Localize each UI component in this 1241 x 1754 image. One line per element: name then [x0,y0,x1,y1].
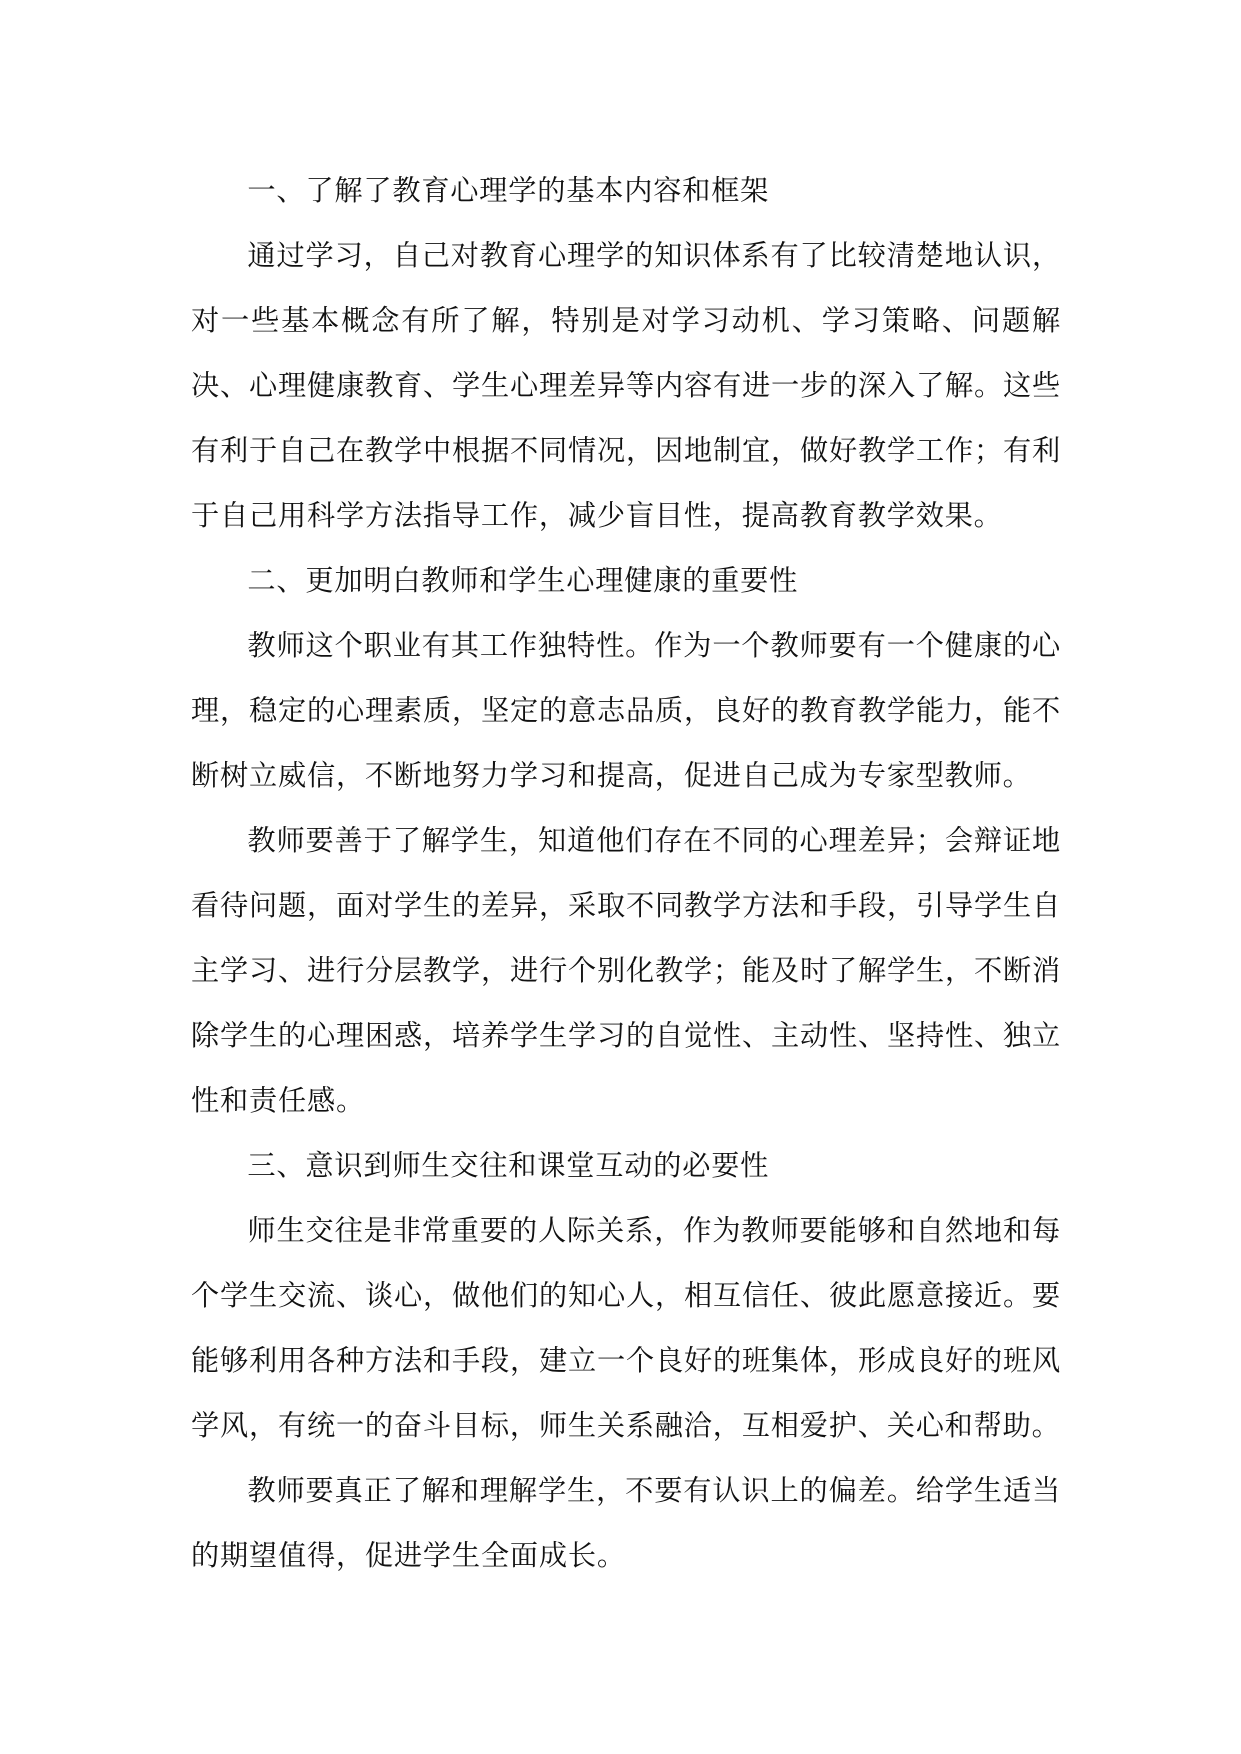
section-heading-2: 二、更加明白教师和学生心理健康的重要性 [247,564,799,597]
body-paragraph: 教师这个职业有其工作独特性。作为一个教师要有一个健康的心理，稳定的心理素质，坚定的意志品质，良好的教育教学能力，能不断树立威信，不断地努力学习和提高，促进自己成为专家型教师。 [191,629,1061,792]
section-heading-1: 一、了解了教育心理学的基本内容和框架 [247,174,770,207]
document-page [191,158,1061,1588]
body-paragraph: 通过学习，自己对教育心理学的知识体系有了比较清楚地认识，对一些基本概念有所了解，特别是对学习动机、学习策略、问题解决、心理健康教育、学生心理差异等内容有进一步的深入了解。这些有利于自己在教学中根据不同情况，因地制宜，做好教学工作；有利于自己用科学方法指导工作，减少盲目性，提高教育教学效果。 [191,239,1061,532]
section-heading-3: 三、意识到师生交往和课堂互动的必要性 [247,1149,770,1182]
body-paragraph: 师生交往是非常重要的人际关系，作为教师要能够和自然地和每个学生交流、谈心，做他们的知心人，相互信任、彼此愿意接近。要能够利用各种方法和手段，建立一个良好的班集体，形成良好的班风学风，有统一的奋斗目标，师生关系融洽，互相爱护、关心和帮助。 [191,1214,1061,1442]
body-paragraph: 教师要真正了解和理解学生，不要有认识上的偏差。给学生适当的期望值得，促进学生全面成长。 [191,1474,1061,1572]
body-paragraph: 教师要善于了解学生，知道他们存在不同的心理差异；会辩证地看待问题，面对学生的差异，采取不同教学方法和手段，引导学生自主学习、进行分层教学，进行个别化教学；能及时了解学生，不断消除学生的心理困惑，培养学生学习的自觉性、主动性、坚持性、独立性和责任感。 [191,824,1061,1117]
